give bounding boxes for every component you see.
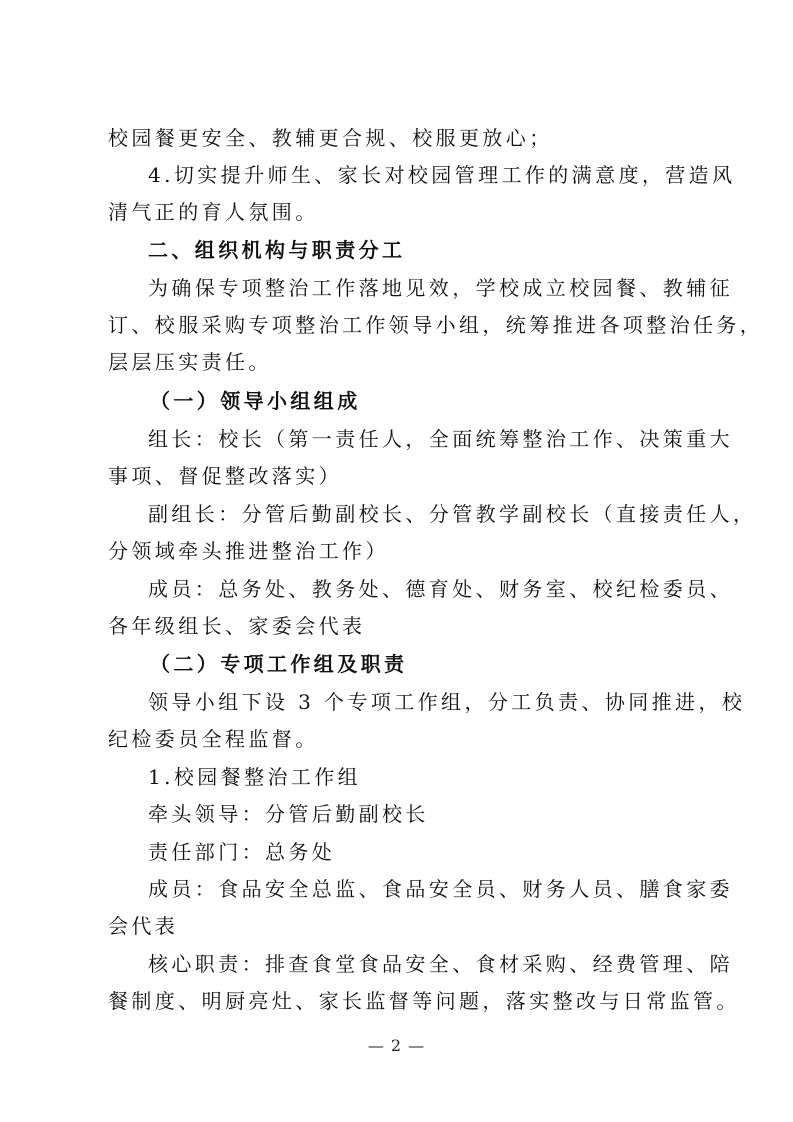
- item-heading: 1.校园餐整治工作组: [148, 765, 362, 789]
- paragraph-line: 清气正的育人氛围。: [108, 200, 319, 224]
- paragraph-line: 订、校服采购专项整治工作领导小组，统筹推进各项整治任务，: [108, 313, 764, 337]
- paragraph-line: 各年级组长、家委会代表: [108, 614, 366, 638]
- paragraph-line: 4.切实提升师生、家长对校园管理工作的满意度，营造风: [148, 163, 736, 187]
- subsection-heading: （一）领导小组组成: [150, 389, 361, 413]
- paragraph-line: 事项、督促整改落实）: [108, 464, 342, 488]
- paragraph-line: 牵头领导：分管后勤副校长: [148, 802, 429, 826]
- paragraph-line: 成员：食品安全总监、食品安全员、财务人员、膳食家委: [148, 877, 733, 901]
- paragraph-line: 责任部门：总务处: [148, 840, 336, 864]
- paragraph-line: 组长：校长（第一责任人，全面统筹整治工作、决策重大: [148, 427, 733, 451]
- paragraph-line: 为确保专项整治工作落地见效，学校成立校园餐、教辅征: [148, 276, 733, 300]
- paragraph-line: 纪检委员全程监督。: [108, 727, 319, 751]
- paragraph-line: 领导小组下设 3 个专项工作组，分工负责、协同推进，校: [148, 690, 746, 714]
- paragraph-line: 校园餐更安全、教辅更合规、校服更放心；: [108, 126, 553, 150]
- paragraph-line: 餐制度、明厨亮灶、家长监督等问题，落实整改与日常监管。: [108, 989, 740, 1013]
- paragraph-line: 会代表: [108, 914, 179, 938]
- section-heading: 二、组织机构与职责分工: [148, 238, 406, 262]
- paragraph-line: 层层压实责任。: [108, 350, 272, 374]
- paragraph-line: 成员：总务处、教务处、德育处、财务室、校纪检委员、: [148, 577, 733, 601]
- paragraph-line: 分领域牵头推进整治工作）: [108, 539, 389, 563]
- paragraph-line: 核心职责：排查食堂食品安全、食材采购、经费管理、陪: [148, 952, 733, 976]
- page-number: — 2 —: [367, 1036, 426, 1055]
- subsection-heading: （二）专项工作组及职责: [150, 652, 408, 676]
- paragraph-line: 副组长：分管后勤副校长、分管教学副校长（直接责任人，: [148, 502, 757, 526]
